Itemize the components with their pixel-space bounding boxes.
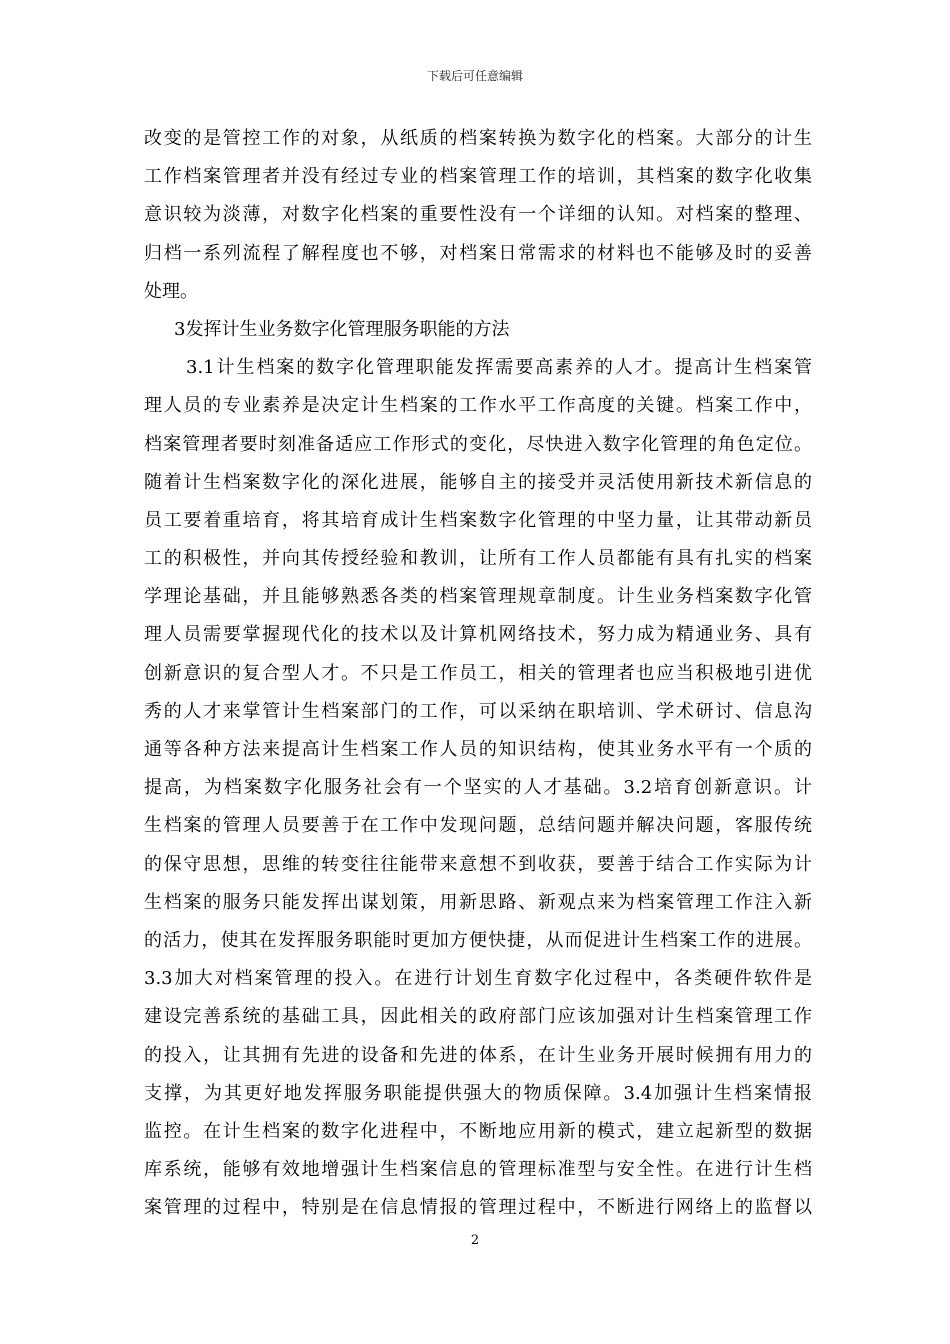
body-line: 库系统，能够有效地增强计生档案信息的管理标准型与安全性。在进行计生档	[144, 1159, 812, 1181]
body-line: 3.3加大对档案管理的投入。在进行计划生育数字化过程中，各类硬件软件是	[144, 968, 812, 990]
page-number: 2	[470, 1233, 480, 1248]
page-header: 下载后可任意编辑	[426, 69, 523, 83]
body-line: 处理。	[144, 280, 198, 302]
body-line: 员工要着重培育，将其培育成计生档案数字化管理的中坚力量，让其带动新员	[144, 509, 812, 531]
body-line: 理人员的专业素养是决定计生档案的工作水平工作高度的关键。档案工作中，	[144, 395, 812, 417]
body-line: 工的积极性，并向其传授经验和教训，让所有工作人员都能有具有扎实的档案	[144, 548, 812, 570]
body-line: 案管理的过程中，特别是在信息情报的管理过程中，不断进行网络上的监督以	[144, 1197, 812, 1219]
body-line: 提高，为档案数字化服务社会有一个坚实的人才基础。3.2培育创新意识。计	[144, 777, 812, 799]
body-line: 支撑，为其更好地发挥服务职能提供强大的物质保障。3.4加强计生档案情报	[144, 1082, 812, 1104]
body-line: 3.1计生档案的数字化管理职能发挥需要高素养的人才。提高计生档案管	[186, 357, 812, 379]
body-line: 档案管理者要时刻准备适应工作形式的变化，尽快进入数字化管理的角色定位。	[144, 433, 812, 455]
body-line: 理人员需要掌握现代化的技术以及计算机网络技术，努力成为精通业务、具有	[144, 624, 812, 646]
document-body	[144, 120, 812, 1227]
body-line: 秀的人才来掌管计生档案部门的工作，可以采纳在职培训、学术研讨、信息沟	[144, 700, 812, 722]
body-line: 通等各种方法来提高计生档案工作人员的知识结构，使其业务水平有一个质的	[144, 739, 812, 760]
body-line: 创新意识的复合型人才。不只是工作员工，相关的管理者也应当积极地引进优	[144, 662, 812, 684]
body-line: 建设完善系统的基础工具，因此相关的政府部门应该加强对计生档案管理工作	[144, 1006, 812, 1028]
body-line: 归档一系列流程了解程度也不够，对档案日常需求的材料也不能够及时的妥善	[144, 242, 812, 264]
body-line: 生档案的管理人员要善于在工作中发现问题，总结问题并解决问题，客服传统	[144, 815, 812, 837]
body-line: 工作档案管理者并没有经过专业的档案管理工作的培训，其档案的数字化收集	[144, 166, 812, 188]
body-line: 学理论基础，并且能够熟悉各类的档案管理规章制度。计生业务档案数字化管	[144, 586, 812, 608]
body-line: 的保守思想，思维的转变往往能带来意想不到收获，要善于结合工作实际为计	[144, 853, 812, 875]
body-line: 的活力，使其在发挥服务职能时更加方便快捷，从而促进计生档案工作的进展。	[144, 929, 812, 951]
body-line: 随着计生档案数字化的深化进展，能够自主的接受并灵活使用新技术新信息的	[144, 471, 812, 493]
body-line: 生档案的服务只能发挥出谋划策，用新思路、新观点来为档案管理工作注入新	[144, 891, 812, 913]
body-line: 改变的是管控工作的对象，从纸质的档案转换为数字化的档案。大部分的计生	[144, 128, 812, 149]
body-line: 的投入，让其拥有先进的设备和先进的体系，在计生业务开展时候拥有用力的	[144, 1044, 812, 1066]
body-line: 意识较为淡薄，对数字化档案的重要性没有一个详细的认知。对档案的整理、	[144, 204, 812, 226]
section-heading: 3发挥计生业务数字化管理服务职能的方法	[174, 318, 510, 340]
body-line: 监控。在计生档案的数字化进程中，不断地应用新的模式，建立起新型的数据	[144, 1120, 812, 1142]
